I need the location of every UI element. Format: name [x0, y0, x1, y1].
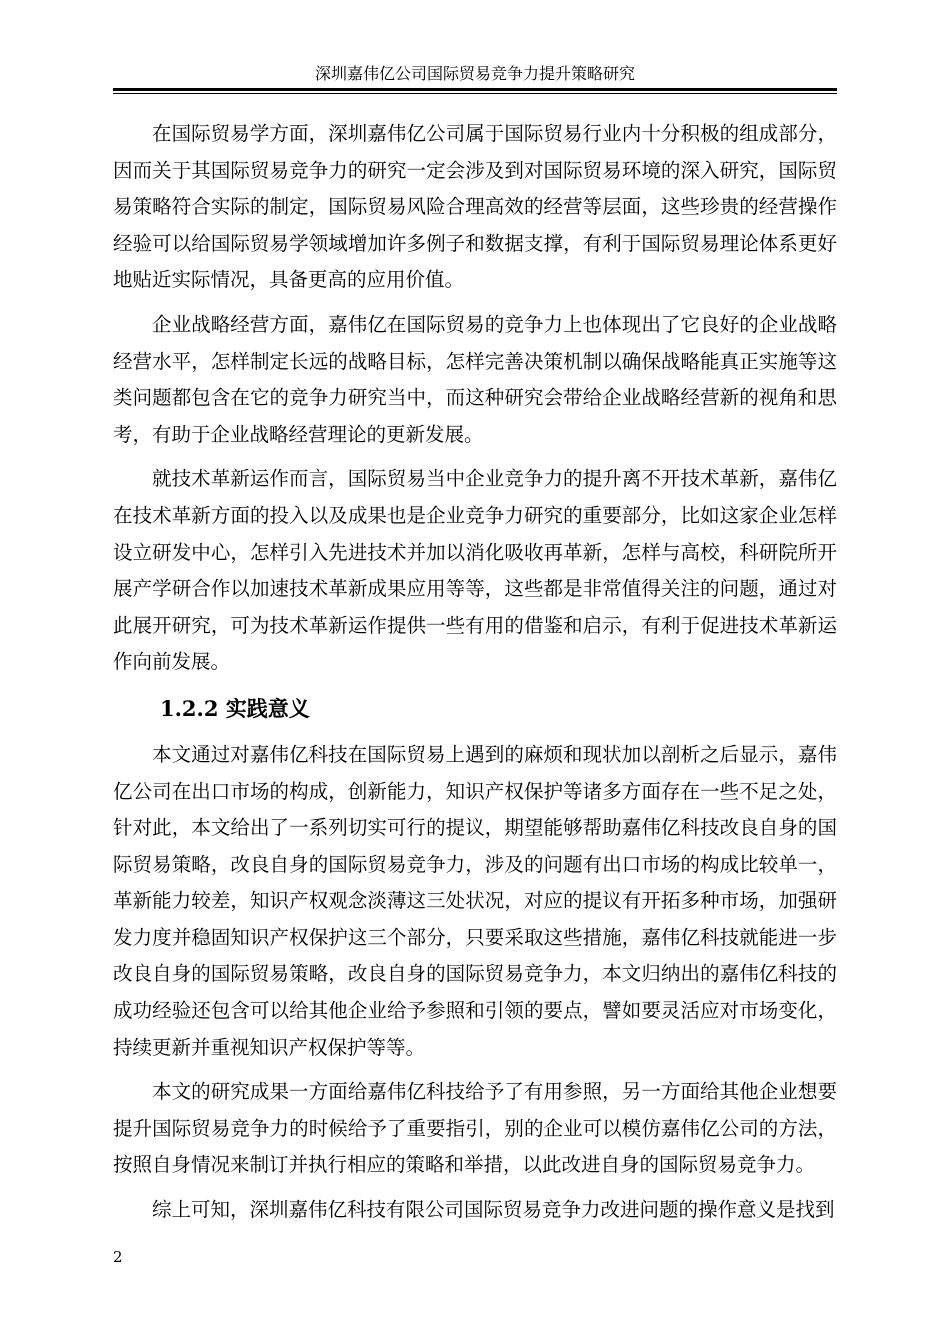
page-number: 2	[113, 1248, 123, 1266]
body-paragraph: 本文的研究成果一方面给嘉伟亿科技给予了有用参照，另一方面给其他企业想要提升国际贸易竞争力的时候给予了重要指引，别的企业可以模仿嘉伟亿公司的方法，按照自身情况来制订并执行相应的策略和举措，以此改进自身的国际贸易竞争力。	[113, 1080, 837, 1177]
running-header: 深圳嘉伟亿公司国际贸易竞争力提升策略研究	[314, 64, 635, 83]
section-heading: 1.2.2 实践意义	[160, 695, 310, 721]
header-rule	[113, 88, 837, 91]
body-paragraph: 企业战略经营方面，嘉伟亿在国际贸易的竞争力上也体现出了它良好的企业战略经营水平，怎样制定长远的战略目标，怎样完善决策机制以确保战略能真正实施等这类问题都包含在它的竞争力研究当中，而这种研究会带给企业战略经营新的视角和思考，有助于企业战略经营理论的更新发展。	[113, 312, 837, 446]
body-paragraph: 在国际贸易学方面，深圳嘉伟亿公司属于国际贸易行业内十分积极的组成部分，因而关于其国际贸易竞争力的研究一定会涉及到对国际贸易环境的深入研究，国际贸易策略符合实际的制定，国际贸易风险合理高效的经营等层面，这些珍贵的经营操作经验可以给国际贸易学领域增加许多例子和数据支撑，有利于国际贸易理论体系更好地贴近实际情况，具备更高的应用价值。	[113, 122, 837, 292]
header-rule-thin	[113, 93, 837, 94]
body-paragraph: 就技术革新运作而言，国际贸易当中企业竞争力的提升离不开技术革新，嘉伟亿在技术革新方面的投入以及成果也是企业竞争力研究的重要部分，比如这家企业怎样设立研发中心，怎样引入先进技术并加以消化吸收再革新，怎样与高校，科研院所开展产学研合作以加速技术革新成果应用等等，这些都是非常值得关注的问题，通过对此展开研究，可为技术革新运作提供一些有用的借鉴和启示，有利于促进技术革新运作向前发展。	[113, 467, 837, 674]
body-paragraph: 综上可知，深圳嘉伟亿科技有限公司国际贸易竞争力改进问题的操作意义是找到	[152, 1198, 835, 1222]
page-body	[113, 116, 837, 1229]
body-paragraph: 本文通过对嘉伟亿科技在国际贸易上遇到的麻烦和现状加以剖析之后显示，嘉伟亿公司在出口市场的构成，创新能力，知识产权保护等诸多方面存在一些不足之处，针对此，本文给出了一系列切实可行的提议，期望能够帮助嘉伟亿科技改良自身的国际贸易策略，改良自身的国际贸易竞争力，涉及的问题有出口市场的构成比较单一，革新能力较差，知识产权观念淡薄这三处状况，对应的提议有开拓多种市场，加强研发力度并稳固知识产权保护这三个部分，只要采取这些措施，嘉伟亿科技就能进一步改良自身的国际贸易策略，改良自身的国际贸易竞争力，本文归纳出的嘉伟亿科技的成功经验还包含可以给其他企业给予参照和引领的要点，譬如要灵活应对市场变化，持续更新并重视知识产权保护等等。	[113, 742, 837, 1059]
